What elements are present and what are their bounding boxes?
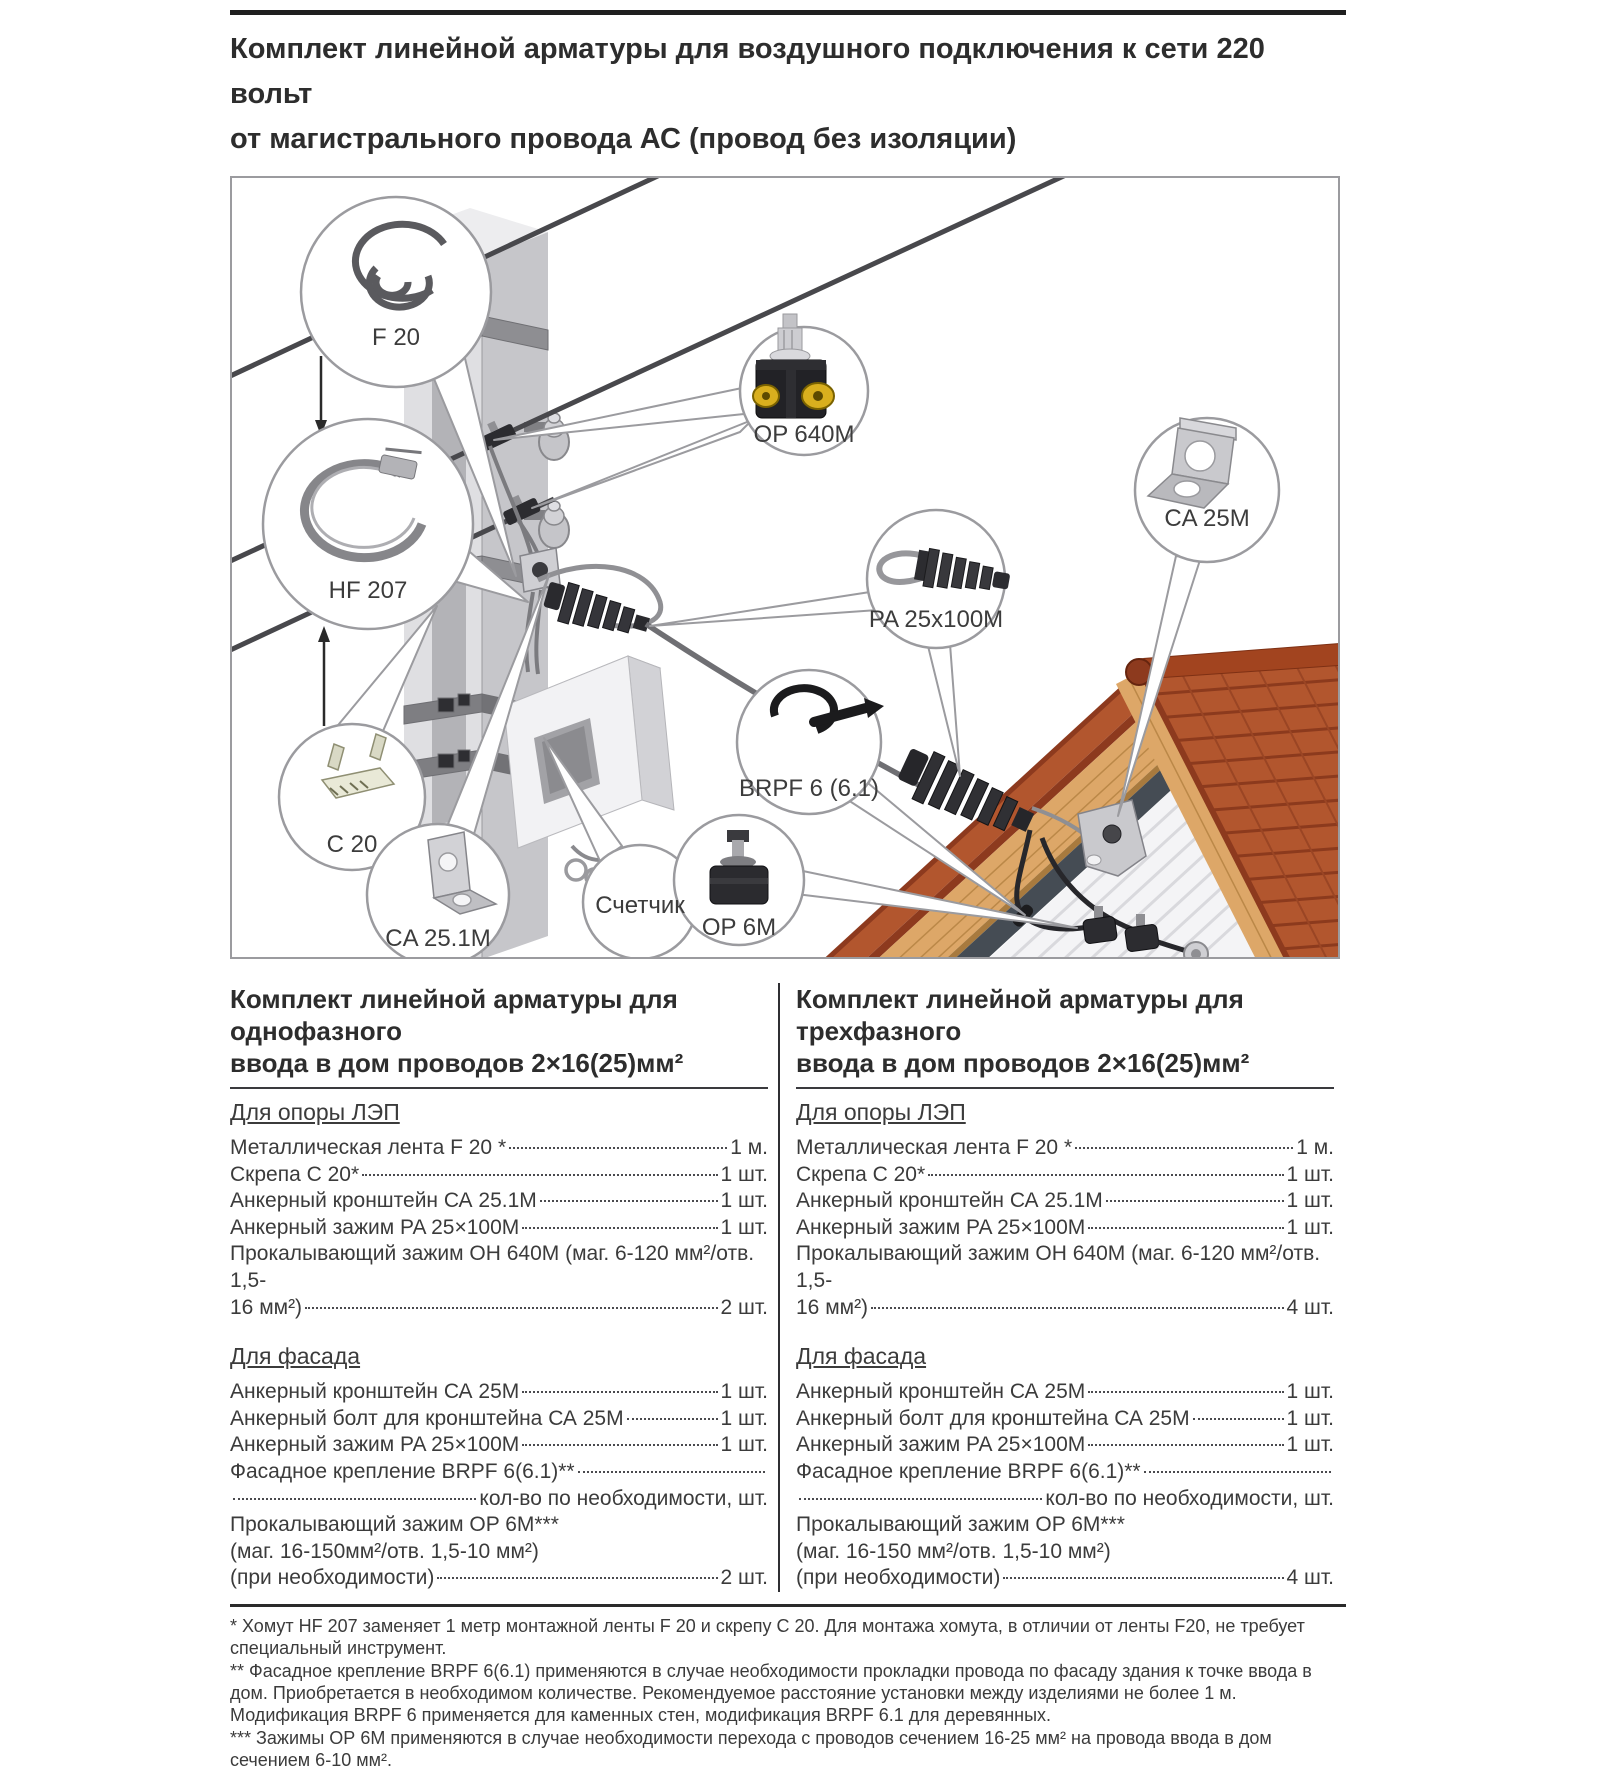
kit-item-row [796,1215,1334,1242]
kit-item-row [230,1135,768,1162]
kit-item-row [796,1241,1334,1294]
kit-item-row [230,1459,768,1486]
callout-label-ca251m: CA 25.1M [385,925,491,952]
kit-item-row [796,1295,1334,1322]
kit-title-line: Комплект линейной арматуры для трехфазного [796,984,1244,1046]
kit-item-row [796,1565,1334,1592]
item-quantity: 1 шт. [720,1380,768,1404]
item-quantity: 2 шт. [720,1295,768,1319]
callout-label-f20: F 20 [371,324,421,351]
item-text: Прокалывающий зажим ОН 640М (маг. 6-120 мм²/отв. 1,5- [796,1242,1326,1292]
kit-item-row [230,1539,768,1566]
callout-label-op640m: OP 640M [753,421,855,448]
kit-item-row [230,1379,768,1406]
item-text: Скрепа С 20* [796,1162,926,1186]
callout-label-pa25x100m: PA 25x100M [868,606,1004,633]
callout-label-hf207: HF 207 [328,577,408,604]
item-text: Анкерный болт для кронштейна СА 25М [230,1406,624,1430]
callout-label-op6m: OP 6M [701,914,777,941]
dot-leader [1003,1577,1283,1579]
page-title-line1: Комплект линейной арматуры для воздушного подключения к сети 220 вольт [230,33,1265,110]
kit-item-row [230,1406,768,1433]
item-quantity: 1 шт. [720,1406,768,1430]
item-quantity: 2 шт. [720,1566,768,1590]
item-text: Прокалывающий зажим OP 6M*** [796,1513,1125,1537]
top-rule [230,10,1346,15]
item-quantity: 1 шт. [1286,1162,1334,1186]
roof [812,643,1338,957]
section-heading: Для фасада [796,1343,927,1370]
kit-item-row [796,1432,1334,1459]
item-quantity: кол-во по необходимости, шт. [1045,1486,1334,1510]
item-text: (при необходимости) [230,1566,435,1590]
dot-leader [799,1498,1042,1500]
dot-leader [362,1174,717,1176]
item-text: Анкерный зажим PA 25×100M [796,1215,1086,1239]
dot-leader [437,1577,717,1579]
item-text: Прокалывающий зажим ОН 640М (маг. 6-120 мм²/отв. 1,5- [230,1242,760,1292]
kit-title-line: Комплект линейной арматуры для однофазного [230,984,678,1046]
item-text: (маг. 16-150мм²/отв. 1,5-10 мм²) [230,1539,539,1563]
callout-label-c20: C 20 [326,831,378,858]
kit-item-row [796,1188,1334,1215]
dot-leader [1088,1391,1283,1393]
item-text: Металлическая лента F 20 * [230,1136,507,1159]
kit-title-line: ввода в дом проводов 2×16(25)мм² [230,1048,684,1078]
kit-lists [230,983,1346,1592]
dot-leader [928,1174,1283,1176]
dot-leader [233,1498,476,1500]
item-text: 16 мм²) [230,1295,303,1319]
dot-leader [522,1227,717,1229]
dot-leader [1144,1471,1331,1473]
diagram-illustration [232,178,1338,957]
item-text: Анкерный зажим PA 25×100M [230,1433,520,1457]
item-text: Фасадное крепление BRPF 6(6.1)** [230,1459,575,1483]
kit-item-row [796,1135,1334,1162]
page-title-line2: от магистрального провода АС (провод без изоляции) [230,123,1017,155]
section-heading: Для опоры ЛЭП [796,1099,966,1125]
item-text: Скрепа С 20* [230,1162,360,1186]
item-quantity: 1 шт. [720,1433,768,1457]
kit-item-row [230,1565,768,1592]
dot-leader [522,1444,717,1446]
footnote: ** Фасадное крепление BRPF 6(6.1) применяются в случае необходимости прокладки провода по фасаду здания к точке ввода в дом. Приобретается в необходимом количестве. Рекомендуемое расстояние установки между изделиями не более 1 м. Модификация BRPF 6 применяется для каменных стен, модификация BRPF 6.1 для деревянных. [230,1660,1312,1725]
dot-leader [1088,1444,1283,1446]
kit-item-row [230,1215,768,1242]
dot-leader [1088,1227,1283,1229]
kit-title [230,983,768,1079]
kit-item-row [230,1486,768,1513]
footnote: * Хомут HF 207 заменяет 1 метр монтажной ленты F 20 и скрепу С 20. Для монтажа хомута, в отличии от ленты F20, не требует специальный инструмент. [230,1615,1305,1658]
kit-item-row [796,1512,1334,1539]
dot-leader [1075,1147,1293,1149]
dot-leader [627,1418,718,1420]
section-heading: Для фасада [230,1343,361,1370]
dot-leader [578,1471,765,1473]
item-text: Фасадное крепление BRPF 6(6.1)** [796,1459,1141,1483]
item-quantity: 1 м. [730,1136,768,1159]
dot-leader [1193,1418,1284,1420]
kit-rule [796,1087,1334,1089]
item-text: Анкерный зажим PA 25×100M [230,1215,520,1239]
section-heading: Для опоры ЛЭП [230,1099,400,1125]
kit-item-row [796,1406,1334,1433]
dot-leader [305,1307,717,1309]
kit-three-phase [778,983,1334,1592]
item-quantity: 1 шт. [1286,1406,1334,1430]
item-quantity: 1 шт. [720,1162,768,1186]
item-text: Анкерный кронштейн СА 25.1М [796,1189,1103,1213]
kit-title [796,983,1334,1079]
item-quantity: 4 шт. [1286,1566,1334,1590]
callout-label-ca25m: CA 25M [1164,505,1250,532]
kit-item-row [796,1486,1334,1513]
page [230,10,1346,1772]
page-title [230,27,1346,162]
item-quantity: 4 шт. [1286,1295,1334,1319]
kit-single-phase [230,983,778,1592]
item-quantity: 1 шт. [1286,1189,1334,1213]
footnote: *** Зажимы ОР 6М применяются в случае необходимости перехода с проводов сечением 16-25 мм² на провода ввода в дом сечением 6-10 мм². [230,1727,1272,1770]
dot-leader [540,1200,718,1202]
item-text: Анкерный зажим PA 25×100M [796,1433,1086,1457]
kit-item-row [230,1241,768,1294]
item-quantity: кол-во по необходимости, шт. [479,1486,768,1510]
kit-title-line: ввода в дом проводов 2×16(25)мм² [796,1048,1250,1078]
item-quantity: 1 шт. [1286,1380,1334,1404]
callout-label-brpf: BRPF 6 (6.1) [738,775,880,802]
kit-item-row [230,1432,768,1459]
dot-leader [522,1391,717,1393]
item-text: (при необходимости) [796,1566,1001,1590]
item-text: Прокалывающий зажим OP 6M*** [230,1513,559,1537]
installation-diagram [230,176,1340,959]
footnotes [230,1615,1346,1771]
item-quantity: 1 шт. [720,1189,768,1213]
item-text: Анкерный болт для кронштейна СА 25М [796,1406,1190,1430]
kit-item-row [796,1539,1334,1566]
item-text: (маг. 16-150 мм²/отв. 1,5-10 мм²) [796,1539,1111,1563]
footnote-rule [230,1604,1346,1607]
item-quantity: 1 шт. [1286,1215,1334,1239]
item-text: Анкерный кронштейн СА 25.1М [230,1189,537,1213]
kit-item-row [230,1188,768,1215]
item-text: 16 мм²) [796,1295,869,1319]
item-text: Металлическая лента F 20 * [796,1136,1073,1159]
kit-item-row [230,1295,768,1322]
item-quantity: 1 м. [1296,1136,1334,1159]
kit-item-row [796,1379,1334,1406]
kit-rule [230,1087,768,1089]
kit-item-row [230,1512,768,1539]
kit-item-row [796,1162,1334,1189]
item-text: Анкерный кронштейн СА 25М [230,1380,520,1404]
item-quantity: 1 шт. [1286,1433,1334,1457]
dot-leader [871,1307,1283,1309]
item-quantity: 1 шт. [720,1215,768,1239]
item-text: Анкерный кронштейн СА 25М [796,1380,1086,1404]
dot-leader [509,1147,727,1149]
kit-item-row [796,1459,1334,1486]
callout-label-schetchik: Счетчик [595,892,685,919]
dot-leader [1106,1200,1284,1202]
kit-item-row [230,1162,768,1189]
